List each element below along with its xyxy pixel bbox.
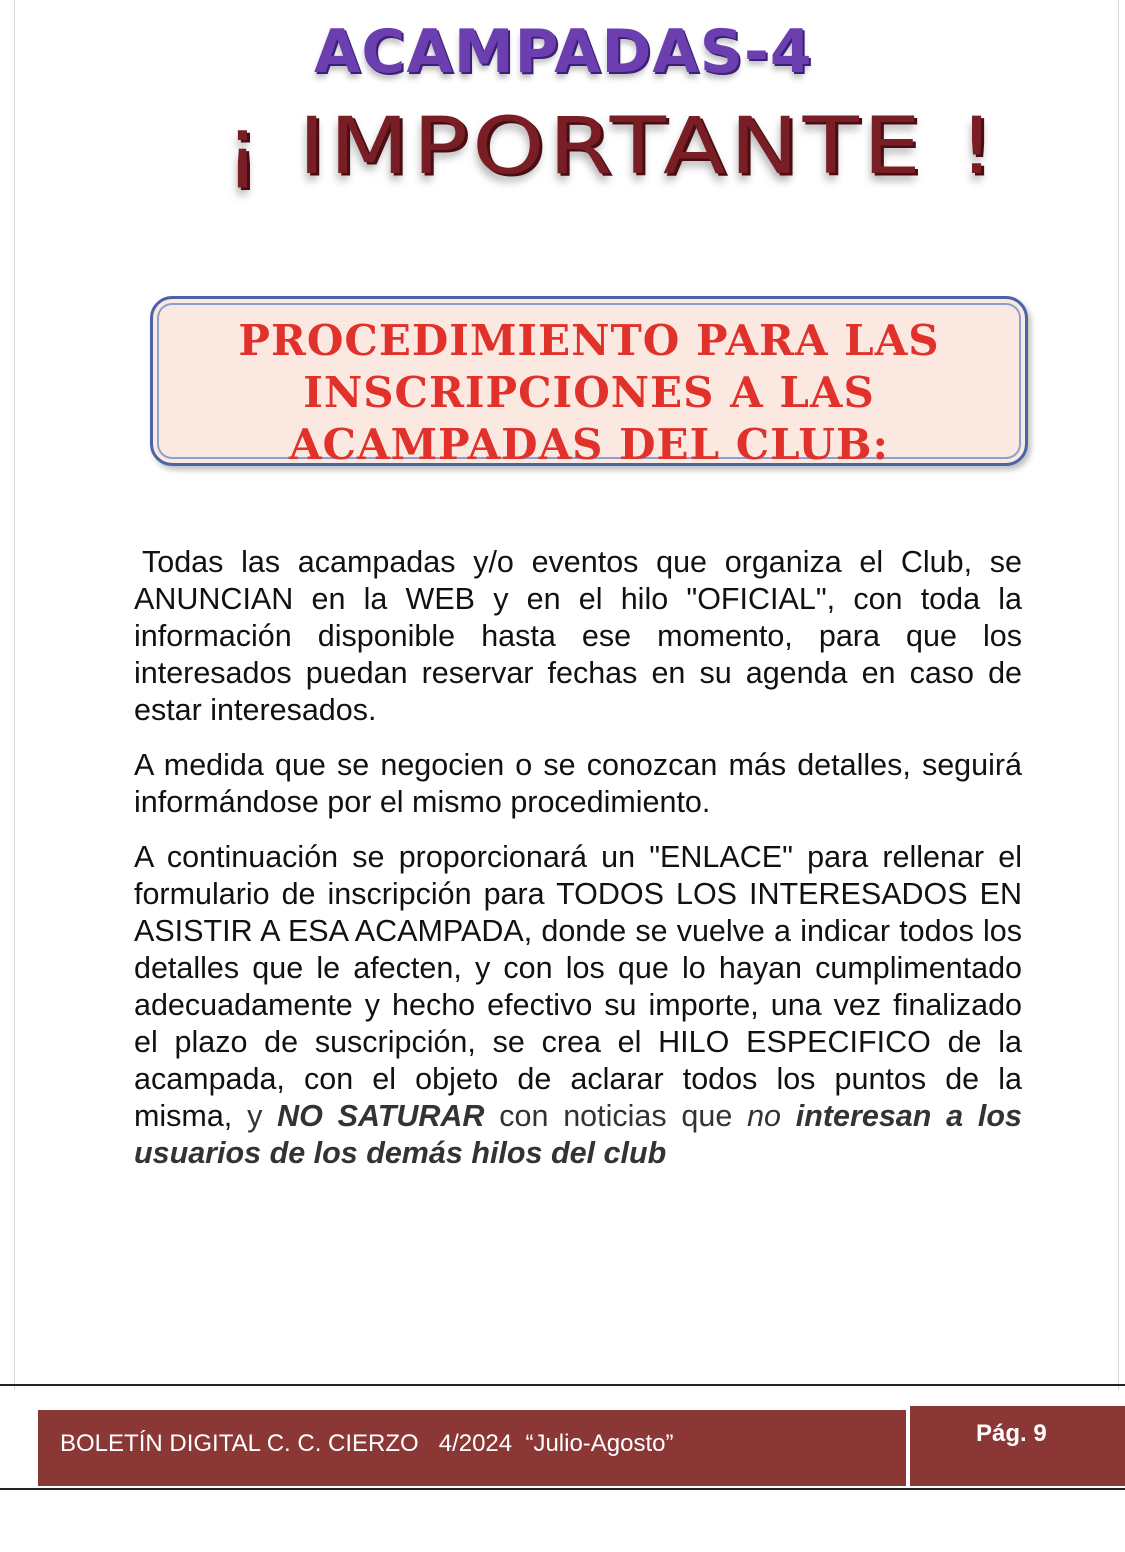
page-number-box <box>910 1406 1125 1486</box>
callout-box <box>150 296 1028 469</box>
important-heading: ¡ IMPORTANTE ! <box>224 100 1000 192</box>
callout-title-line1: PROCEDIMIENTO PARA LAS <box>238 316 940 365</box>
paragraph-announcements: Todas las acampadas y/o eventos que organiza el Club, se ANUNCIAN en la WEB y en el hilo "OFICIAL", con toda la información disponible hasta ese momento, para que los interesados puedan reservar fechas en su agenda en caso de estar interesados. <box>134 545 1022 727</box>
paragraph-registration <box>134 839 1022 1172</box>
page-edge-right <box>1118 0 1119 1390</box>
page-edge-left <box>14 0 15 1390</box>
paragraph-registration-con-noticias: con noticias que <box>484 1099 748 1133</box>
paragraph-details: A medida que se negocien o se conozcan más detalles, seguirá informándose por el mismo procedimiento. <box>134 748 1022 819</box>
section-title: ACAMPADAS-4 <box>314 17 813 87</box>
footer-rule-top <box>0 1384 1125 1386</box>
footer-bulletin-text: BOLETÍN DIGITAL C. C. CIERZO 4/2024 “Julio-Agosto” <box>60 1430 674 1457</box>
paragraph-registration-end: interesan a los usuarios de los demás hilos del club <box>134 1099 1022 1170</box>
paragraph-registration-main: A continuación se proporcionará un "ENLACE" para rellenar el formulario de inscripción para TODOS LOS INTERESADOS EN ASISTIR A ESA ACAMPADA, donde se vuelve a indicar todos los detalles que le afecten, y con los que lo hayan cumplimentado adecuadamente y hecho efectivo su importe, una vez finalizado el plazo de suscripción, se crea el HILO ESPECIFICO de la acampada, con el objeto de aclarar todos los puntos de la misma, <box>134 840 1022 1133</box>
paragraph-registration-y: y <box>247 1099 278 1133</box>
callout-title <box>153 315 1025 471</box>
callout-title-line2: INSCRIPCIONES A LAS <box>303 368 875 417</box>
callout-title-line3: ACAMPADAS DEL CLUB: <box>288 420 890 469</box>
no-saturar-emphasis: NO SATURAR <box>277 1099 485 1133</box>
page-number: Pág. 9 <box>976 1420 1047 1447</box>
footer-rule-bottom <box>0 1488 1125 1490</box>
no-emphasis: no <box>747 1099 781 1133</box>
body-text <box>134 544 1022 1190</box>
footer-bar <box>38 1410 906 1486</box>
